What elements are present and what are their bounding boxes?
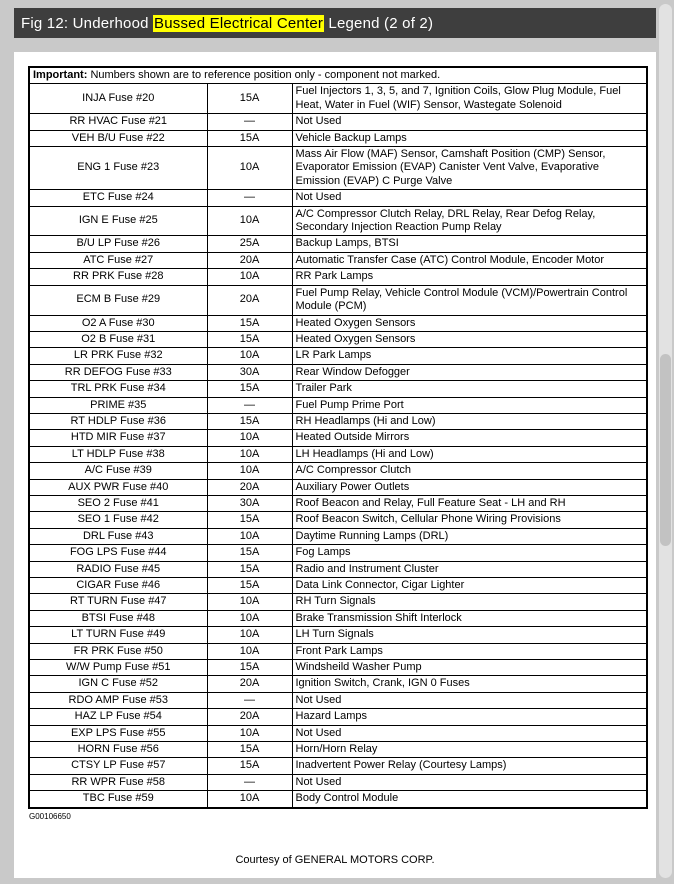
fuse-row <box>29 331 647 347</box>
fuse-row <box>29 627 647 643</box>
courtesy-line: Courtesy of GENERAL MOTORS CORP. <box>235 854 435 866</box>
important-text: Numbers shown are to reference position only - component not marked. <box>87 69 441 81</box>
fuse-row <box>29 610 647 626</box>
fuse-row <box>29 269 647 285</box>
amperage-cell: 15A <box>207 413 292 429</box>
description-cell: Auxiliary Power Outlets <box>292 479 647 495</box>
description-cell: Fuel Pump Relay, Vehicle Control Module (VCM)/Powertrain Control Module (PCM) <box>292 285 647 315</box>
description-cell: LH Headlamps (Hi and Low) <box>292 446 647 462</box>
fuse-name-cell: HTD MIR Fuse #37 <box>29 430 207 446</box>
important-label: Important: <box>33 69 88 81</box>
amperage-cell: 15A <box>207 578 292 594</box>
fuse-row <box>29 774 647 790</box>
description-cell: Fuel Injectors 1, 3, 5, and 7, Ignition Coils, Glow Plug Module, Fuel Heat, Water in Fuel (WIF) Sensor, Wastegate Solenoid <box>292 84 647 114</box>
fuse-name-cell: ENG 1 Fuse #23 <box>29 147 207 190</box>
fuse-name-cell: EXP LPS Fuse #55 <box>29 725 207 741</box>
amperage-cell: — <box>207 397 292 413</box>
fuse-row <box>29 742 647 758</box>
amperage-cell: 10A <box>207 725 292 741</box>
document-panel <box>14 52 656 878</box>
amperage-cell: 20A <box>207 285 292 315</box>
fuse-row <box>29 594 647 610</box>
fuse-row <box>29 676 647 692</box>
fuse-row <box>29 252 647 268</box>
description-cell: Automatic Transfer Case (ATC) Control Module, Encoder Motor <box>292 252 647 268</box>
fuse-row <box>29 285 647 315</box>
description-cell: Roof Beacon Switch, Cellular Phone Wiring Provisions <box>292 512 647 528</box>
description-cell: Mass Air Flow (MAF) Sensor, Camshaft Position (CMP) Sensor, Evaporator Emission (EVAP) Canister Vent Valve, Evaporative Emission (EVAP) C Purge Valve <box>292 147 647 190</box>
amperage-cell: 15A <box>207 315 292 331</box>
description-cell: Radio and Instrument Cluster <box>292 561 647 577</box>
fuse-name-cell: RR DEFOG Fuse #33 <box>29 364 207 380</box>
description-cell: RH Turn Signals <box>292 594 647 610</box>
fuse-table-body <box>29 84 647 808</box>
amperage-cell: 10A <box>207 147 292 190</box>
description-cell: Not Used <box>292 725 647 741</box>
figure-title-bar <box>14 8 656 38</box>
amperage-cell: 30A <box>207 364 292 380</box>
fuse-row <box>29 446 647 462</box>
fuse-legend-table <box>28 66 648 809</box>
description-cell: RH Headlamps (Hi and Low) <box>292 413 647 429</box>
fuse-row <box>29 114 647 130</box>
fuse-name-cell: TRL PRK Fuse #34 <box>29 381 207 397</box>
description-cell: Data Link Connector, Cigar Lighter <box>292 578 647 594</box>
fuse-row <box>29 430 647 446</box>
fuse-row <box>29 692 647 708</box>
fuse-name-cell: BTSI Fuse #48 <box>29 610 207 626</box>
description-cell: Vehicle Backup Lamps <box>292 130 647 146</box>
figure-code: G00106650 <box>29 811 71 821</box>
amperage-cell: 10A <box>207 463 292 479</box>
fuse-name-cell: O2 A Fuse #30 <box>29 315 207 331</box>
fuse-name-cell: LT TURN Fuse #49 <box>29 627 207 643</box>
amperage-cell: 10A <box>207 643 292 659</box>
description-cell: Ignition Switch, Crank, IGN 0 Fuses <box>292 676 647 692</box>
fuse-row <box>29 130 647 146</box>
amperage-cell: 10A <box>207 206 292 236</box>
amperage-cell: 15A <box>207 758 292 774</box>
fuse-name-cell: RT HDLP Fuse #36 <box>29 413 207 429</box>
fuse-name-cell: RADIO Fuse #45 <box>29 561 207 577</box>
fuse-name-cell: W/W Pump Fuse #51 <box>29 660 207 676</box>
description-cell: Heated Outside Mirrors <box>292 430 647 446</box>
amperage-cell: 10A <box>207 594 292 610</box>
description-cell: Windsheild Washer Pump <box>292 660 647 676</box>
fuse-row <box>29 190 647 206</box>
fuse-name-cell: ECM B Fuse #29 <box>29 285 207 315</box>
amperage-cell: 10A <box>207 348 292 364</box>
scrollbar-track[interactable] <box>659 4 672 878</box>
fuse-row <box>29 364 647 380</box>
fuse-row <box>29 709 647 725</box>
description-cell: Inadvertent Power Relay (Courtesy Lamps) <box>292 758 647 774</box>
description-cell: Fog Lamps <box>292 545 647 561</box>
fuse-name-cell: DRL Fuse #43 <box>29 528 207 544</box>
amperage-cell: 20A <box>207 676 292 692</box>
amperage-cell: 10A <box>207 269 292 285</box>
amperage-cell: 15A <box>207 130 292 146</box>
fuse-row <box>29 660 647 676</box>
fuse-name-cell: A/C Fuse #39 <box>29 463 207 479</box>
amperage-cell: 30A <box>207 495 292 511</box>
fuse-legend-table-wrapper <box>28 66 648 821</box>
fuse-row <box>29 725 647 741</box>
amperage-cell: 15A <box>207 512 292 528</box>
description-cell: Not Used <box>292 692 647 708</box>
fuse-row <box>29 528 647 544</box>
description-cell: Front Park Lamps <box>292 643 647 659</box>
amperage-cell: 15A <box>207 561 292 577</box>
fuse-row <box>29 236 647 252</box>
fuse-row <box>29 348 647 364</box>
description-cell: Rear Window Defogger <box>292 364 647 380</box>
fuse-name-cell: FR PRK Fuse #50 <box>29 643 207 659</box>
fuse-name-cell: O2 B Fuse #31 <box>29 331 207 347</box>
figure-title-prefix: Fig 12: Underhood <box>21 14 154 32</box>
amperage-cell: 20A <box>207 709 292 725</box>
amperage-cell: — <box>207 114 292 130</box>
fuse-name-cell: HAZ LP Fuse #54 <box>29 709 207 725</box>
important-note <box>29 67 647 84</box>
amperage-cell: 25A <box>207 236 292 252</box>
fuse-row <box>29 578 647 594</box>
amperage-cell: 10A <box>207 791 292 808</box>
amperage-cell: — <box>207 692 292 708</box>
fuse-name-cell: LR PRK Fuse #32 <box>29 348 207 364</box>
description-cell: Hazard Lamps <box>292 709 647 725</box>
amperage-cell: 10A <box>207 446 292 462</box>
description-cell: Roof Beacon and Relay, Full Feature Seat - LH and RH <box>292 495 647 511</box>
description-cell: Not Used <box>292 774 647 790</box>
amperage-cell: 15A <box>207 331 292 347</box>
description-cell: RR Park Lamps <box>292 269 647 285</box>
description-cell: Fuel Pump Prime Port <box>292 397 647 413</box>
description-cell: Heated Oxygen Sensors <box>292 315 647 331</box>
fuse-row <box>29 512 647 528</box>
scrollbar-thumb[interactable] <box>660 354 671 546</box>
description-cell: Trailer Park <box>292 381 647 397</box>
amperage-cell: 15A <box>207 742 292 758</box>
amperage-cell: 10A <box>207 528 292 544</box>
description-cell: Body Control Module <box>292 791 647 808</box>
amperage-cell: 15A <box>207 84 292 114</box>
amperage-cell: — <box>207 774 292 790</box>
fuse-name-cell: FOG LPS Fuse #44 <box>29 545 207 561</box>
search-highlight: Bussed Electrical Center <box>154 14 324 32</box>
fuse-row <box>29 381 647 397</box>
fuse-row <box>29 413 647 429</box>
description-cell: A/C Compressor Clutch <box>292 463 647 479</box>
fuse-name-cell: RDO AMP Fuse #53 <box>29 692 207 708</box>
description-cell: Horn/Horn Relay <box>292 742 647 758</box>
fuse-name-cell: LT HDLP Fuse #38 <box>29 446 207 462</box>
fuse-name-cell: VEH B/U Fuse #22 <box>29 130 207 146</box>
fuse-row <box>29 84 647 114</box>
fuse-row <box>29 315 647 331</box>
fuse-row <box>29 561 647 577</box>
amperage-cell: 15A <box>207 660 292 676</box>
fuse-name-cell: TBC Fuse #59 <box>29 791 207 808</box>
fuse-name-cell: IGN C Fuse #52 <box>29 676 207 692</box>
amperage-cell: 15A <box>207 381 292 397</box>
fuse-name-cell: SEO 2 Fuse #41 <box>29 495 207 511</box>
fuse-row <box>29 147 647 190</box>
fuse-row <box>29 495 647 511</box>
fuse-name-cell: ETC Fuse #24 <box>29 190 207 206</box>
important-row <box>29 67 647 84</box>
fuse-name-cell: AUX PWR Fuse #40 <box>29 479 207 495</box>
description-cell: Brake Transmission Shift Interlock <box>292 610 647 626</box>
amperage-cell: 20A <box>207 252 292 268</box>
fuse-name-cell: RR PRK Fuse #28 <box>29 269 207 285</box>
fuse-name-cell: CTSY LP Fuse #57 <box>29 758 207 774</box>
description-cell: A/C Compressor Clutch Relay, DRL Relay, Rear Defog Relay, Secondary Injection Reaction Pump Relay <box>292 206 647 236</box>
fuse-name-cell: IGN E Fuse #25 <box>29 206 207 236</box>
figure-title-suffix: Legend (2 of 2) <box>324 14 434 32</box>
amperage-cell: 10A <box>207 627 292 643</box>
fuse-row <box>29 463 647 479</box>
description-cell: Daytime Running Lamps (DRL) <box>292 528 647 544</box>
fuse-name-cell: ATC Fuse #27 <box>29 252 207 268</box>
description-cell: Backup Lamps, BTSI <box>292 236 647 252</box>
fuse-name-cell: RR HVAC Fuse #21 <box>29 114 207 130</box>
fuse-row <box>29 206 647 236</box>
fuse-row <box>29 545 647 561</box>
fuse-row <box>29 791 647 808</box>
fuse-row <box>29 643 647 659</box>
description-cell: LR Park Lamps <box>292 348 647 364</box>
amperage-cell: 15A <box>207 545 292 561</box>
fuse-name-cell: SEO 1 Fuse #42 <box>29 512 207 528</box>
fuse-name-cell: B/U LP Fuse #26 <box>29 236 207 252</box>
amperage-cell: 10A <box>207 430 292 446</box>
amperage-cell: 20A <box>207 479 292 495</box>
fuse-name-cell: RT TURN Fuse #47 <box>29 594 207 610</box>
amperage-cell: 10A <box>207 610 292 626</box>
fuse-name-cell: HORN Fuse #56 <box>29 742 207 758</box>
description-cell: Heated Oxygen Sensors <box>292 331 647 347</box>
fuse-row <box>29 479 647 495</box>
fuse-name-cell: PRIME #35 <box>29 397 207 413</box>
description-cell: Not Used <box>292 114 647 130</box>
fuse-row <box>29 397 647 413</box>
description-cell: LH Turn Signals <box>292 627 647 643</box>
fuse-name-cell: CIGAR Fuse #46 <box>29 578 207 594</box>
fuse-name-cell: RR WPR Fuse #58 <box>29 774 207 790</box>
fuse-name-cell: INJA Fuse #20 <box>29 84 207 114</box>
fuse-row <box>29 758 647 774</box>
description-cell: Not Used <box>292 190 647 206</box>
amperage-cell: — <box>207 190 292 206</box>
